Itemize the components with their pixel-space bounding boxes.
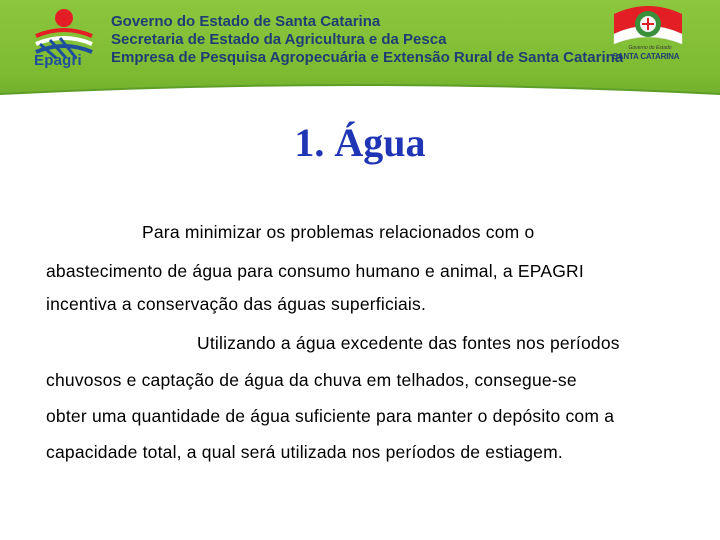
- header-wave-divider: [0, 80, 720, 108]
- logo-text: Epagri: [34, 52, 82, 69]
- header-line-secretariat: Secretaria de Estado da Agricultura e da Pesca: [111, 31, 447, 48]
- paragraph-line: abastecimento de água para consumo humano e animal, a EPAGRI: [46, 261, 584, 281]
- slide-title: 1. Água: [294, 120, 426, 165]
- emblem-subtext: Governo do Estado: [628, 45, 672, 51]
- emblem-label: SANTA CATARINA: [612, 52, 680, 61]
- header-line-government: Governo do Estado de Santa Catarina: [111, 13, 381, 30]
- paragraph-line: obter uma quantidade de água suficiente para manter o depósito com a: [46, 406, 615, 426]
- paragraph-line: chuvosos e captação de água da chuva em telhados, consegue-se: [46, 370, 577, 390]
- paragraph-line: incentiva a conservação das águas superficiais.: [46, 294, 427, 314]
- header-banner: [0, 0, 720, 108]
- header-line-company: Empresa de Pesquisa Agropecuária e Extensão Rural de Santa Catarina: [111, 49, 624, 66]
- paragraph-line: capacidade total, a qual será utilizada nos períodos de estiagem.: [46, 442, 563, 462]
- paragraph-line: Para minimizar os problemas relacionados com o: [142, 222, 535, 242]
- header-text-block: [111, 13, 623, 67]
- paragraph-line: Utilizando a água excedente das fontes nos períodos: [197, 333, 620, 353]
